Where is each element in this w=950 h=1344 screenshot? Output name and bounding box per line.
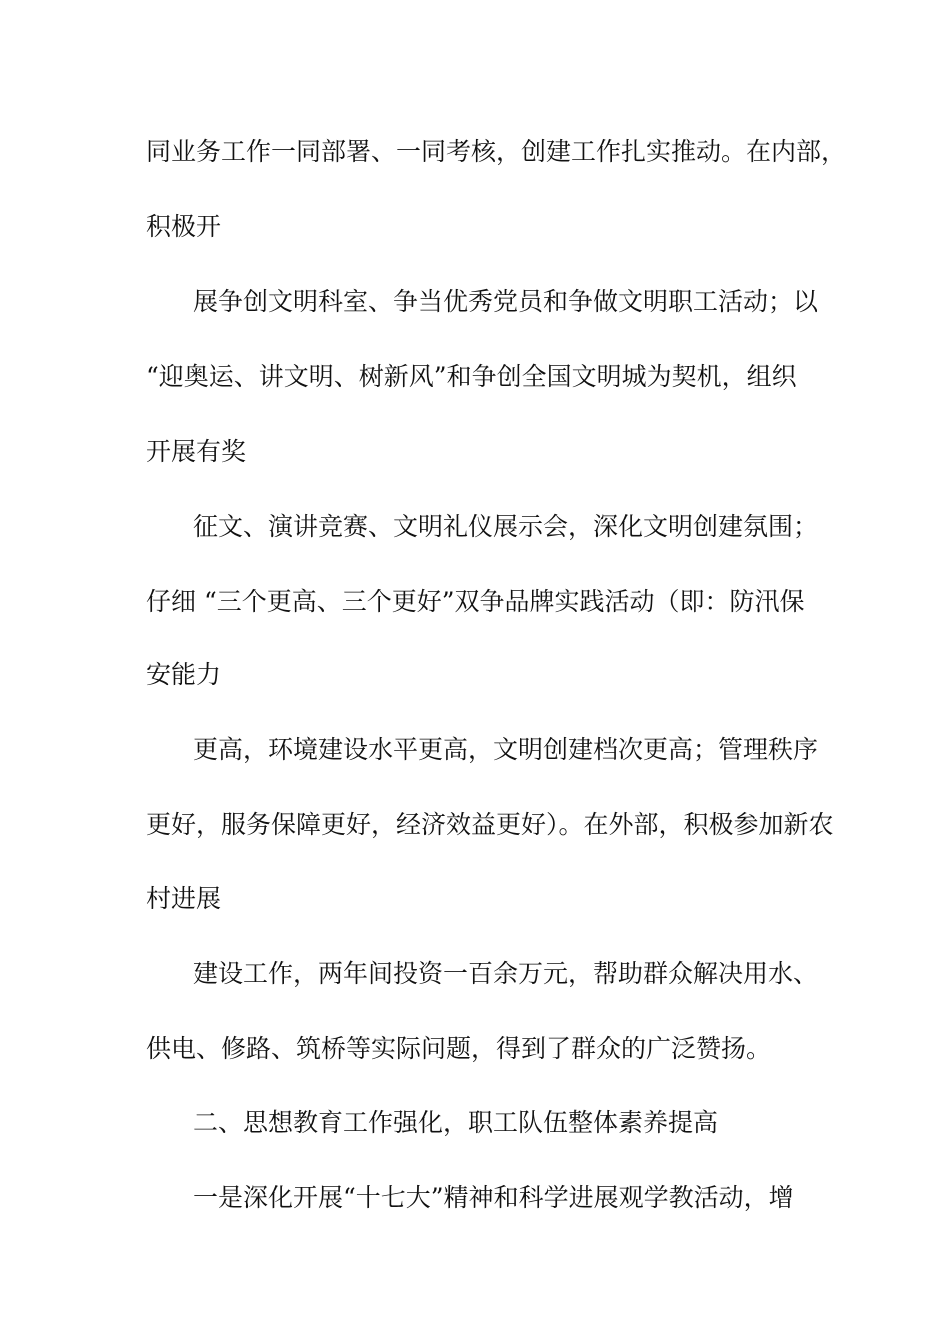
text-line-5: 开展有奖 <box>146 437 247 466</box>
text-line-3: 展争创文明科室、争当优秀党员和争做文明职工活动；以 <box>193 287 819 316</box>
text-line-6: 征文、演讲竞赛、文明礼仪展示会，深化文明创建氛围； <box>193 512 819 541</box>
text-line-13: 供电、修路、筑桥等实际问题，得到了群众的广泛赞扬。 <box>146 1034 772 1063</box>
text-line-1: 同业务工作一同部署、一同考核，创建工作扎实推动。在内部， <box>146 137 847 166</box>
text-line-2: 积极开 <box>146 212 222 241</box>
text-line-15: 一是深化开展“十七大”精神和科学进展观学教活动，增 <box>193 1183 794 1212</box>
text-line-11: 村进展 <box>146 884 222 913</box>
text-line-8: 安能力 <box>146 660 222 689</box>
text-line-4: “迎奥运、讲文明、树新风”和争创全国文明城为契机，组织 <box>146 362 797 391</box>
text-line-10: 更好，服务保障更好，经济效益更好）。在外部，积极参加新农 <box>146 810 834 839</box>
section-heading: 二、思想教育工作强化，职工队伍整体素养提高 <box>193 1108 719 1137</box>
text-line-9: 更高，环境建设水平更高，文明创建档次更高；管理秩序 <box>193 735 819 764</box>
text-line-12: 建设工作，两年间投资一百余万元，帮助群众解决用水、 <box>193 959 819 988</box>
text-line-7: 仔细 “三个更高、三个更好”双争品牌实践活动（即：防汛保 <box>146 587 805 616</box>
